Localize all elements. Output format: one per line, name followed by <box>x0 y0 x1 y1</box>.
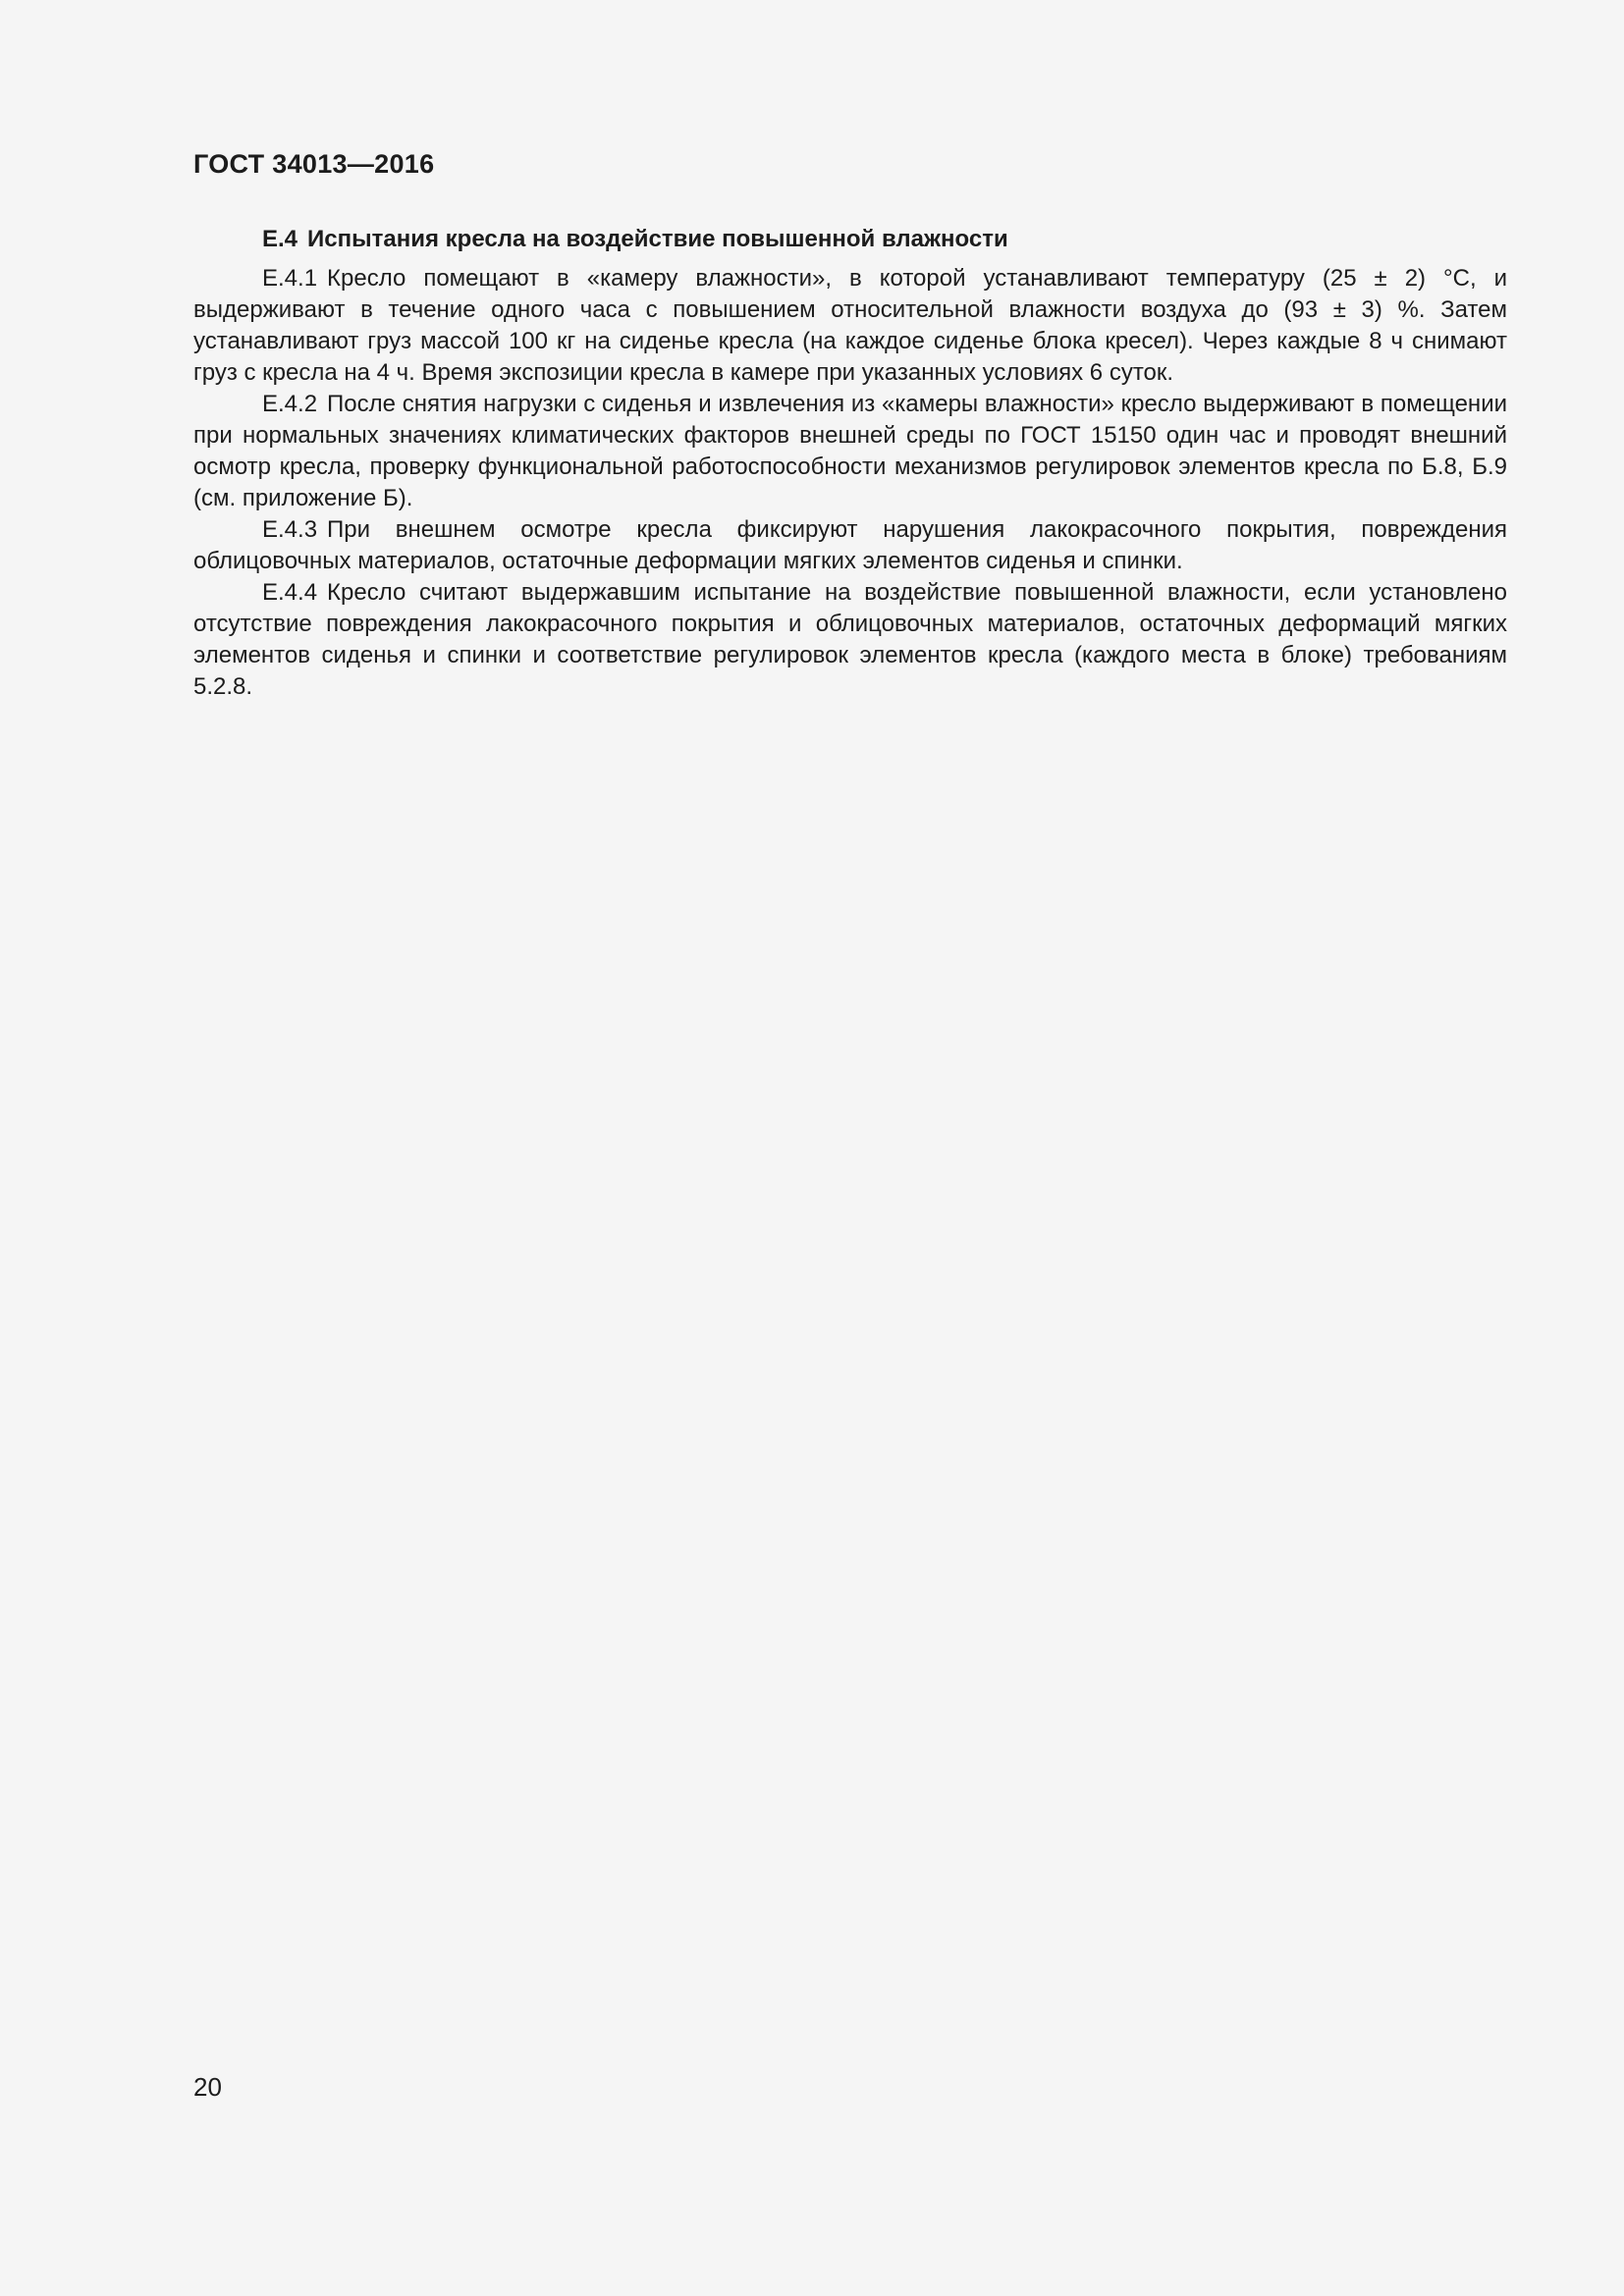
document-body <box>193 222 1507 703</box>
paragraph-number: Е.4.4 <box>262 579 318 606</box>
page-number: 20 <box>193 2072 222 2102</box>
paragraph-text: После снятия нагрузки с сиденья и извлечения из «камеры влажности» кресло выдерживают в помещении при нормальных значениях климатических факторов внешней среды по ГОСТ 15150 один час и проводят внешний осмотр кресла, проверку функциональной работоспособности механизмов регулировок элементов кресла по Б.8, Б.9 (см. приложение Б). <box>193 391 1507 511</box>
paragraph-number: Е.4.2 <box>262 391 318 417</box>
paragraph-e-4-4 <box>193 577 1507 703</box>
paragraph-number: Е.4.1 <box>262 265 318 292</box>
section-number: Е.4 <box>262 226 298 252</box>
paragraph-number: Е.4.3 <box>262 516 318 543</box>
section-heading <box>193 222 1507 257</box>
document-code-header: ГОСТ 34013—2016 <box>193 149 435 179</box>
paragraph-e-4-3 <box>193 514 1507 577</box>
paragraph-e-4-2 <box>193 389 1507 514</box>
paragraph-e-4-1 <box>193 263 1507 389</box>
paragraph-text: Кресло помещают в «камеру влажности», в которой устанавливают температуру (25 ± 2) °С, и выдерживают в течение одного часа с повышением относительной влажности воздуха до (93 ± 3) %. Затем устанавливают груз массой 100 кг на сиденье кресла (на каждое сиденье блока кресел). Через каждые 8 ч снимают груз с кресла на 4 ч. Время экспозиции кресла в камере при указанных условиях 6 суток. <box>193 265 1507 386</box>
paragraph-text: Кресло считают выдержавшим испытание на воздействие повышенной влажности, если установлено отсутствие повреждения лакокрасочного покрытия и облицовочных материалов, остаточных деформаций мягких элементов сиденья и спинки и соответствие регулировок элементов кресла (каждого места в блоке) требованиям 5.2.8. <box>193 579 1507 700</box>
section-title: Испытания кресла на воздействие повышенной влажности <box>307 226 1008 252</box>
paragraph-text: При внешнем осмотре кресла фиксируют нарушения лакокрасочного покрытия, повреждения облицовочных материалов, остаточные деформации мягких элементов сиденья и спинки. <box>193 516 1507 574</box>
